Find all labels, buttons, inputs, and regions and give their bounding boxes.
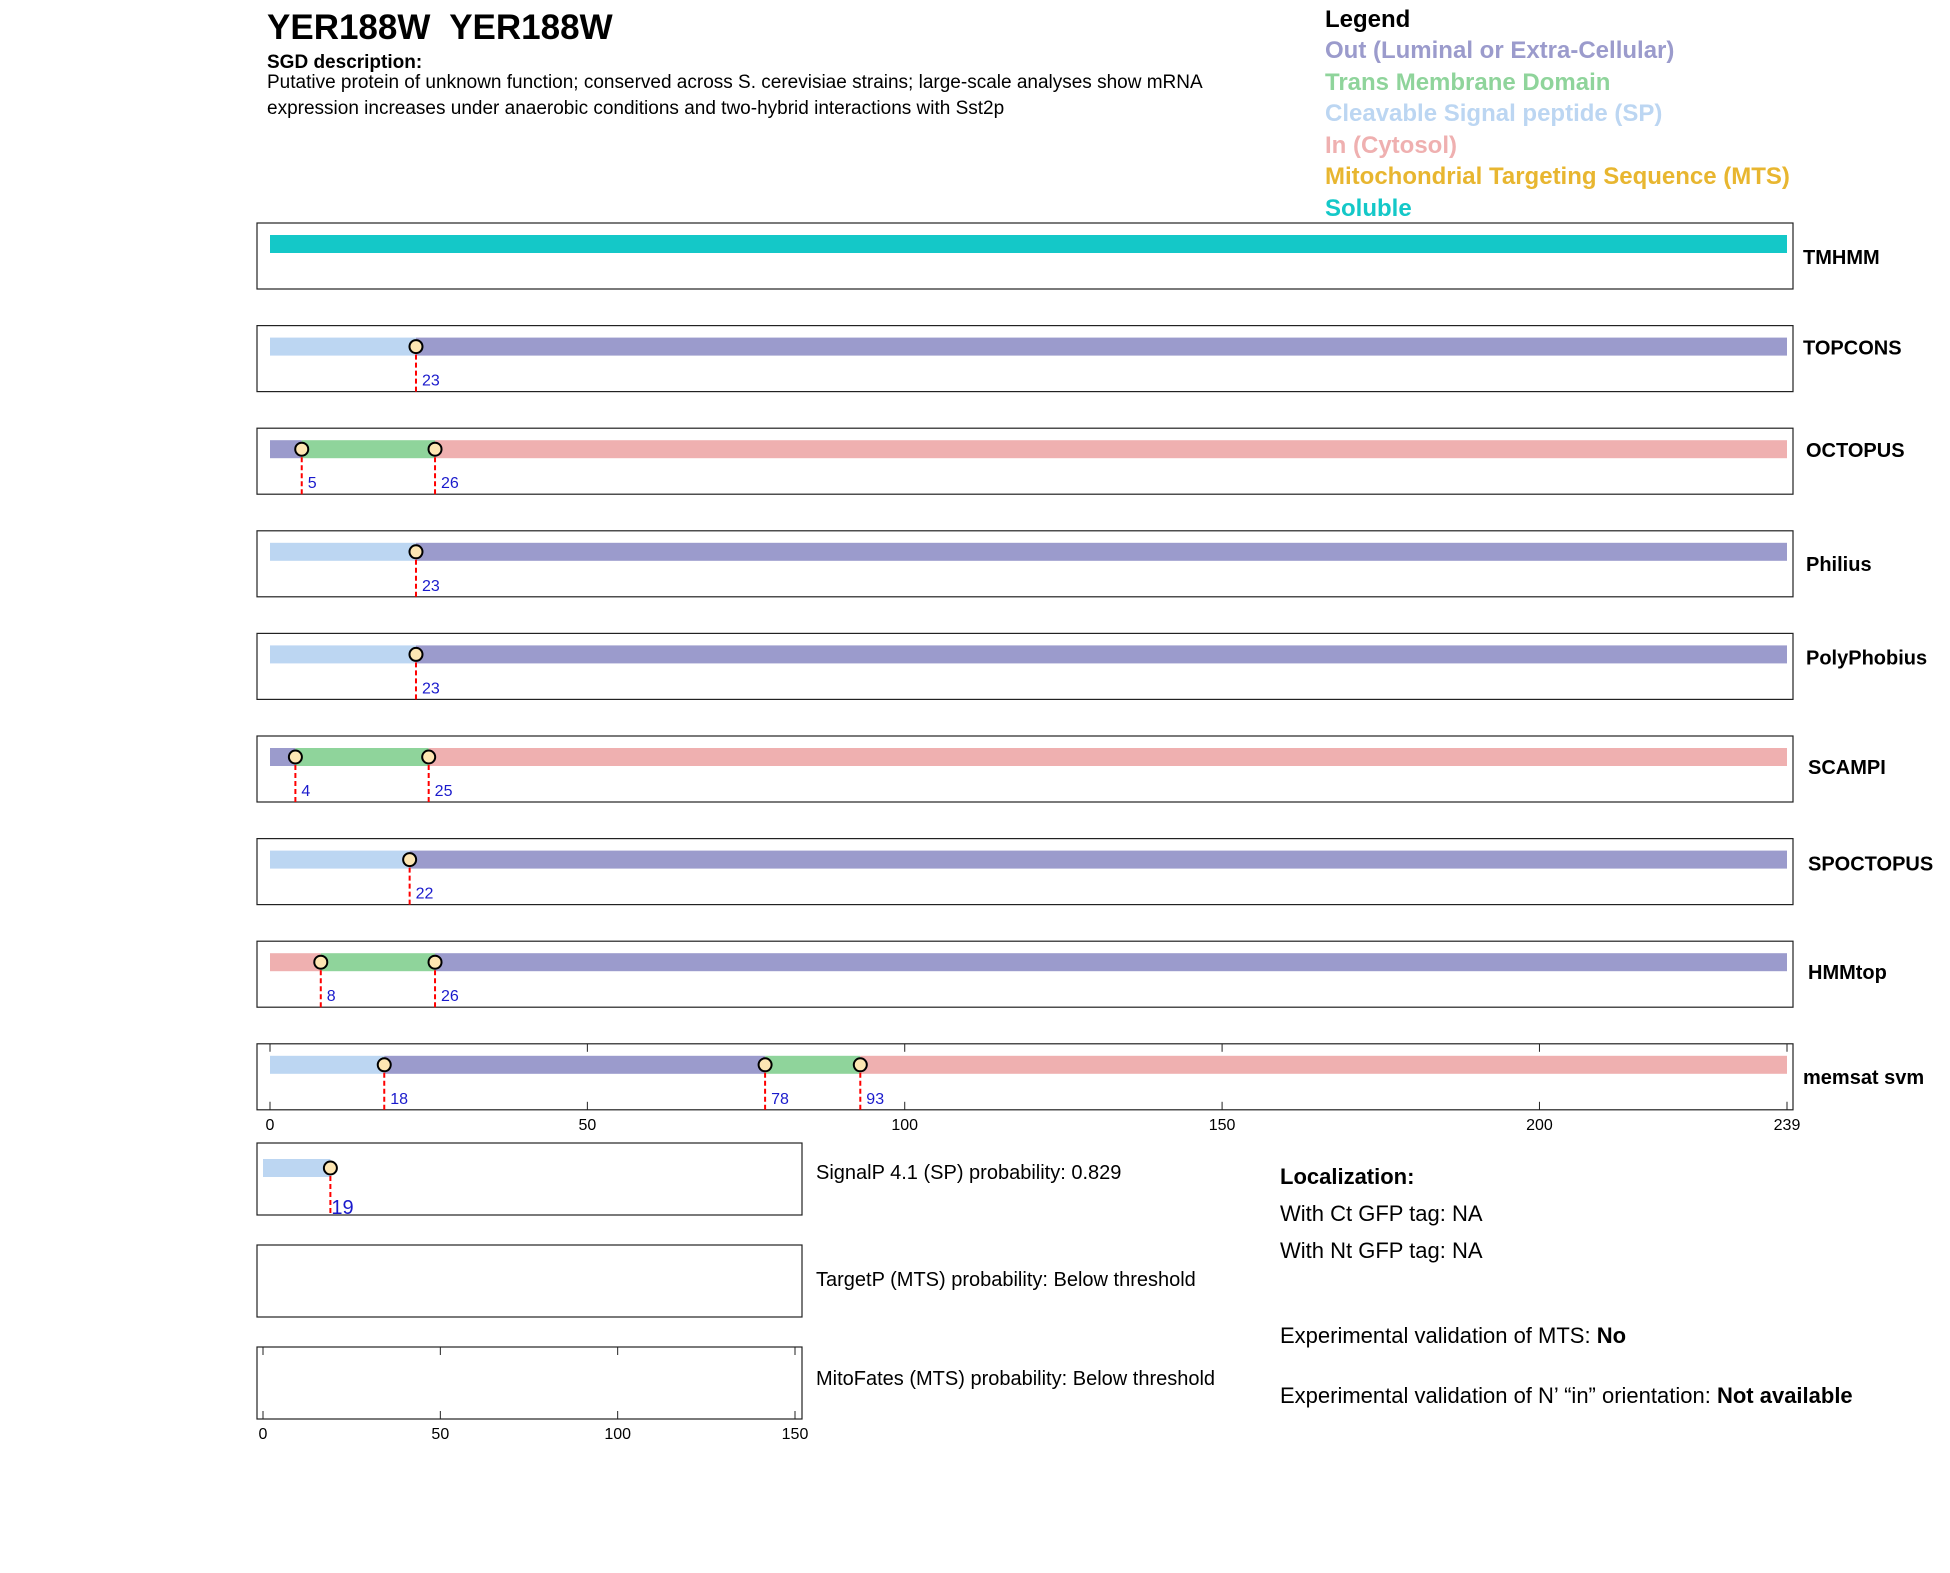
orientation-validation-value: Not available: [1716, 1383, 1853, 1408]
legend-item-tm: Trans Membrane Domain: [1325, 68, 1611, 96]
segment-philius-0: [270, 543, 416, 561]
track-box-octopus: [257, 428, 1793, 494]
track-name-memsat-svm: memsat svm: [1803, 1066, 1925, 1089]
position-label-octopus-5: 5: [307, 475, 317, 493]
segment-memsat-svm-0: [270, 1056, 384, 1074]
segment-hmmtop-2: [435, 953, 1787, 971]
segment-signalp-0: [263, 1159, 330, 1177]
track-box-mitofates: [257, 1347, 802, 1419]
orientation-validation-label: Experimental validation of N’ “in” orientation:: [1280, 1383, 1717, 1408]
marker-hmmtop-26: [429, 956, 442, 969]
legend-item-mts: Mitochondrial Targeting Sequence (MTS): [1325, 163, 1790, 190]
segment-polyphobius-1: [416, 645, 1787, 663]
mts-validation: [1280, 1319, 1880, 1352]
track-name-scampi: SCAMPI: [1808, 757, 1886, 779]
small-x-tick-label-150: 150: [781, 1426, 809, 1443]
mts-validation-label: Experimental validation of MTS:: [1280, 1323, 1597, 1348]
position-label-philius-23: 23: [421, 577, 440, 595]
position-label-scampi-25: 25: [434, 783, 453, 800]
position-label-memsat-svm-93: 93: [866, 1090, 885, 1108]
x-tick-label-239: 239: [1773, 1116, 1801, 1134]
marker-topcons-23: [409, 340, 422, 353]
marker-scampi-25: [422, 751, 435, 764]
ct-gfp-tag: With Ct GFP tag: NA: [1280, 1201, 1483, 1226]
position-label-memsat-svm-18: 18: [390, 1090, 409, 1108]
segment-tmhmm-0: [270, 235, 1787, 253]
track-name-philius: Philius: [1806, 553, 1872, 576]
position-label-memsat-svm-78: 78: [771, 1090, 789, 1108]
localization-panel: [1280, 1158, 1483, 1269]
mitofates-label: MitoFates (MTS) probability: Below threshold: [816, 1368, 1216, 1390]
segment-polyphobius-0: [270, 645, 416, 663]
segment-hmmtop-0: [270, 953, 321, 971]
track-box-targetp: [257, 1245, 802, 1317]
position-label-spoctopus-22: 22: [415, 885, 434, 903]
segment-topcons-0: [270, 338, 416, 356]
small-x-tick-label-0: 0: [258, 1426, 268, 1443]
targetp-label: TargetP (MTS) probability: Below threshold: [816, 1269, 1196, 1291]
x-tick-label-50: 50: [578, 1116, 597, 1134]
x-tick-label-150: 150: [1208, 1116, 1236, 1134]
marker-memsat-svm-93: [854, 1058, 867, 1071]
nt-gfp-tag: With Nt GFP tag: NA: [1280, 1238, 1483, 1263]
marker-philius-23: [409, 545, 422, 558]
x-tick-label-100: 100: [891, 1116, 919, 1134]
segment-topcons-1: [416, 338, 1787, 356]
marker-octopus-5: [295, 443, 308, 456]
page-title: YER188W YER188W: [267, 8, 613, 47]
track-name-polyphobius: PolyPhobius: [1806, 647, 1928, 670]
legend-item-soluble: Soluble: [1325, 194, 1412, 222]
track-name-topcons: TOPCONS: [1803, 337, 1902, 360]
small-x-tick-label-100: 100: [604, 1426, 632, 1443]
marker-memsat-svm-18: [378, 1058, 391, 1071]
small-x-tick-label-50: 50: [431, 1426, 450, 1443]
mts-validation-value: No: [1596, 1323, 1627, 1348]
legend-item-in: In (Cytosol): [1325, 131, 1457, 159]
position-label-signalp-19: 19: [331, 1197, 354, 1219]
track-name-spoctopus: SPOCTOPUS: [1808, 853, 1934, 876]
segment-memsat-svm-2: [765, 1056, 860, 1074]
marker-polyphobius-23: [409, 648, 422, 661]
legend-item-out: Out (Luminal or Extra-Cellular): [1325, 37, 1675, 64]
segment-spoctopus-0: [270, 851, 410, 869]
signalp-label: SignalP 4.1 (SP) probability: 0.829: [816, 1162, 1122, 1184]
track-name-tmhmm: TMHMM: [1803, 247, 1880, 269]
segment-philius-1: [416, 543, 1787, 561]
marker-signalp-19: [324, 1162, 337, 1175]
track-box-memsat-svm: [257, 1044, 1793, 1110]
marker-hmmtop-8: [314, 956, 327, 969]
track-name-hmmtop: HMMtop: [1808, 962, 1887, 985]
track-box-tmhmm: [257, 223, 1793, 289]
legend-item-sp: Cleavable Signal peptide (SP): [1325, 100, 1663, 127]
position-label-hmmtop-26: 26: [441, 988, 459, 1006]
track-box-scampi: [257, 736, 1793, 802]
legend-title: Legend: [1325, 6, 1411, 33]
x-tick-label-200: 200: [1526, 1116, 1553, 1134]
marker-spoctopus-22: [403, 853, 416, 866]
position-label-hmmtop-8: 8: [326, 988, 336, 1006]
segment-spoctopus-1: [410, 851, 1787, 869]
segment-scampi-2: [429, 748, 1787, 766]
track-name-octopus: OCTOPUS: [1806, 440, 1905, 463]
orientation-validation: [1280, 1379, 1880, 1412]
segment-memsat-svm-1: [384, 1056, 765, 1074]
position-label-octopus-26: 26: [441, 475, 459, 493]
segment-memsat-svm-3: [860, 1056, 1787, 1074]
segment-scampi-1: [295, 748, 428, 766]
track-box-philius: [257, 531, 1793, 597]
localization-title: Localization:: [1280, 1164, 1415, 1189]
position-label-polyphobius-23: 23: [421, 680, 440, 698]
marker-scampi-4: [289, 751, 302, 764]
marker-octopus-26: [429, 443, 442, 456]
sgd-description-text: Putative protein of unknown function; conserved across S. cerevisiae strains; large-scale analyses show mRNA expression increases under anaerobic conditions and two-hybrid interactions with Sst2p: [267, 72, 1202, 119]
track-box-spoctopus: [257, 839, 1793, 905]
position-label-topcons-23: 23: [421, 372, 440, 390]
sgd-description-label: SGD description:: [267, 52, 423, 73]
track-box-hmmtop: [257, 941, 1793, 1007]
position-label-scampi-4: 4: [301, 783, 311, 800]
marker-memsat-svm-78: [759, 1058, 772, 1071]
segment-octopus-1: [302, 440, 435, 458]
segment-octopus-2: [435, 440, 1787, 458]
segment-hmmtop-1: [321, 953, 435, 971]
track-box-polyphobius: [257, 633, 1793, 699]
track-box-topcons: [257, 326, 1793, 392]
x-tick-label-0: 0: [265, 1116, 275, 1134]
